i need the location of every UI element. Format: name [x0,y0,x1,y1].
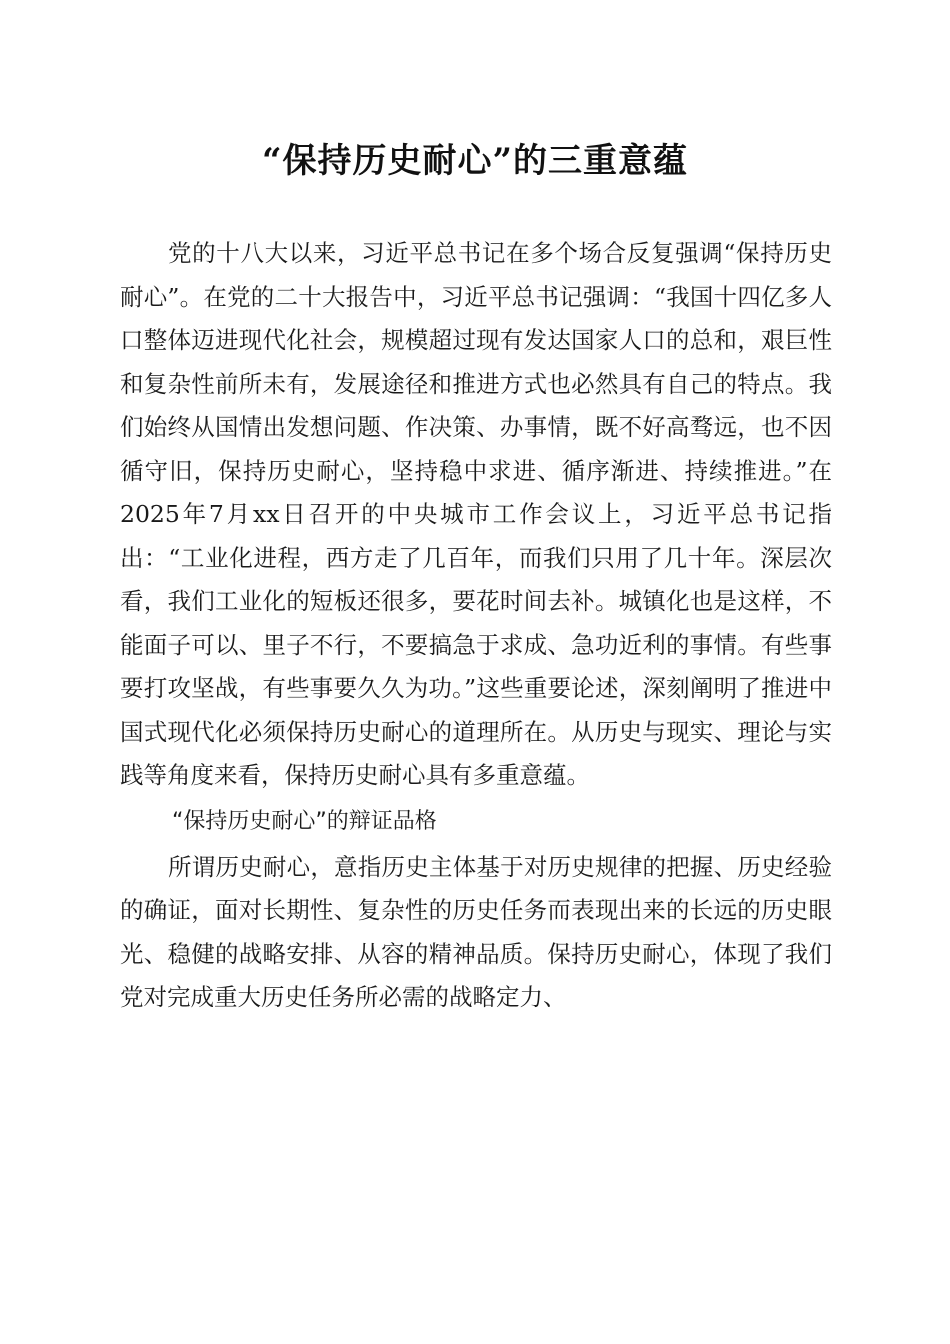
document-body [120,232,832,1020]
document-title: “保持历史耐心”的三重意蕴 [261,141,689,181]
paragraph-intro: 党的十八大以来，习近平总书记在多个场合反复强调“保持历史耐心”。在党的二十大报告中，习近平总书记强调：“我国十四亿多人口整体迈进现代化社会，规模超过现有发达国家人口的总和，艰巨性和复杂性前所未有，发展途径和推进方式也必然具有自己的特点。我们始终从国情出发想问题、作决策、办事情，既不好高骛远，也不因循守旧，保持历史耐心，坚持稳中求进、循序渐进、持续推进。”在2025年7月xx日召开的中央城市工作会议上，习近平总书记指出：“工业化进程，西方走了几百年，而我们只用了几十年。深层次看，我们工业化的短板还很多，要花时间去补。城镇化也是这样，不能面子可以、里子不行，不要搞急于求成、急功近利的事情。有些事要打攻坚战，有些事要久久为功。”这些重要论述，深刻阐明了推进中国式现代化必须保持历史耐心的道理所在。从历史与现实、理论与实践等角度来看，保持历史耐心具有多重意蕴。 [120,239,832,789]
paragraph-section-1: 所谓历史耐心，意指历史主体基于对历史规律的把握、历史经验的确证，面对长期性、复杂性的历史任务而表现出来的长远的历史眼光、稳健的战略安排、从容的精神品质。保持历史耐心，体现了我们党对完成重大历史任务所必需的战略定力、 [120,852,832,1011]
section-heading: “保持历史耐心”的辩证品格 [172,808,437,834]
